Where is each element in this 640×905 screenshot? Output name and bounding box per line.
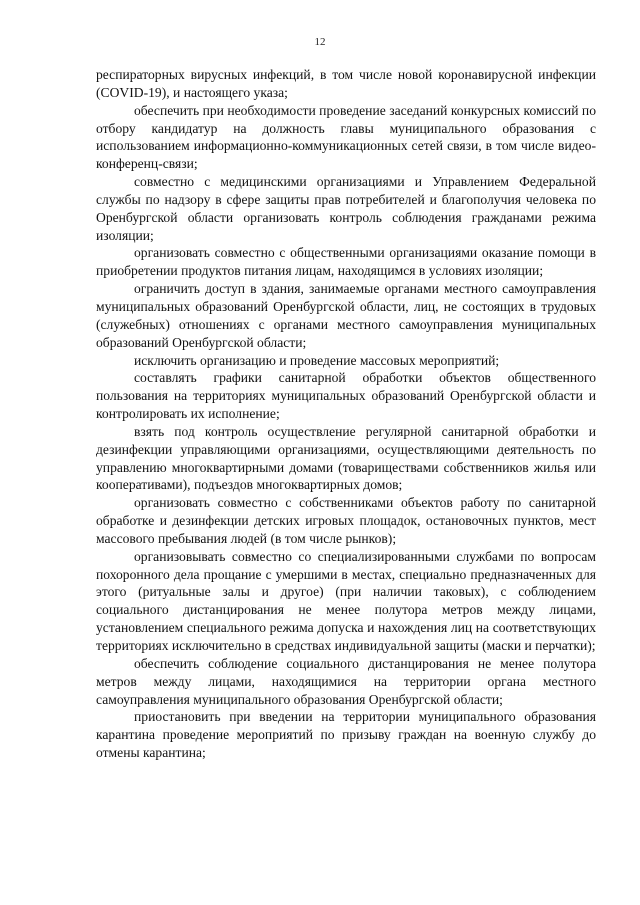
paragraph-food-assistance: организовать совместно с общественными организациями оказание помощи в приобретении продуктов питания лицам, находящимся в условиях изоляции; [96, 245, 596, 279]
paragraph-disinfection-control: взять под контроль осуществление регулярной санитарной обработки и дезинфекции управляющими организациями, осуществляющими деятельность по управлению многоквартирными домами (товариществами собственников жилья или кооперативами), подъездов многоквартирных домов; [96, 423, 596, 493]
paragraph-sanitation-schedules: составлять графики санитарной обработки объектов общественного пользования на территориях муниципальных образований Оренбургской области и контролировать их исполнение; [96, 370, 596, 422]
paragraph-playground-disinfection: организовать совместно с собственниками объектов работу по санитарной обработке и дезинфекции детских игровых площадок, остановочных пунктов, мест массового пребывания людей (в том числе рынков); [96, 495, 596, 546]
paragraph-mass-events: исключить организацию и проведение массовых мероприятий; [134, 352, 500, 368]
document-body [96, 66, 596, 762]
page-number: 12 [314, 36, 326, 48]
paragraph-continuation: респираторных вирусных инфекций, в том числе новой коронавирусной инфекции (COVID-19), и настоящего указа; [96, 67, 596, 100]
paragraph-funeral-services: организовывать совместно со специализированными службами по вопросам похоронного дела прощание с умершими в местах, специально предназначенных для этого (ритуальные залы и другое) (при наличии таковых), с соблюдением социального дистанцирования не менее полутора метров между лицами, установлением специального режима допуска и нахождения лиц на соответствующих территориях исключительно в средствах индивидуальной защиты (маски и перчатки); [96, 548, 596, 653]
paragraph-isolation-control: совместно с медицинскими организациями и Управлением Федеральной службы по надзору в сфере защиты прав потребителей и благополучия человека по Оренбургской области организовать контроль соблюдения гражданами режима изоляции; [96, 174, 596, 243]
paragraph-competition-commissions: обеспечить при необходимости проведение заседаний конкурсных комиссий по отбору кандидатур на должность главы муниципального образования с использованием информационно-коммуникационных сетей связи, в том числе видео-конференц-связи; [96, 102, 596, 172]
paragraph-building-access: ограничить доступ в здания, занимаемые органами местного самоуправления муниципальных образований Оренбургской области, лиц, не состоящих в трудовых (служебных) отношениях с органами местного самоуправления муниципальных образований Оренбургской области; [96, 281, 596, 350]
paragraph-social-distancing: обеспечить соблюдение социального дистанцирования не менее полутора метров между лицами, находящимися на территории органа местного самоуправления муниципального образования Оренбургской области; [96, 655, 596, 707]
paragraph-conscription: приостановить при введении на территории муниципального образования карантина проведение мероприятий по призыву граждан на военную службу до отмены карантина; [96, 709, 596, 761]
